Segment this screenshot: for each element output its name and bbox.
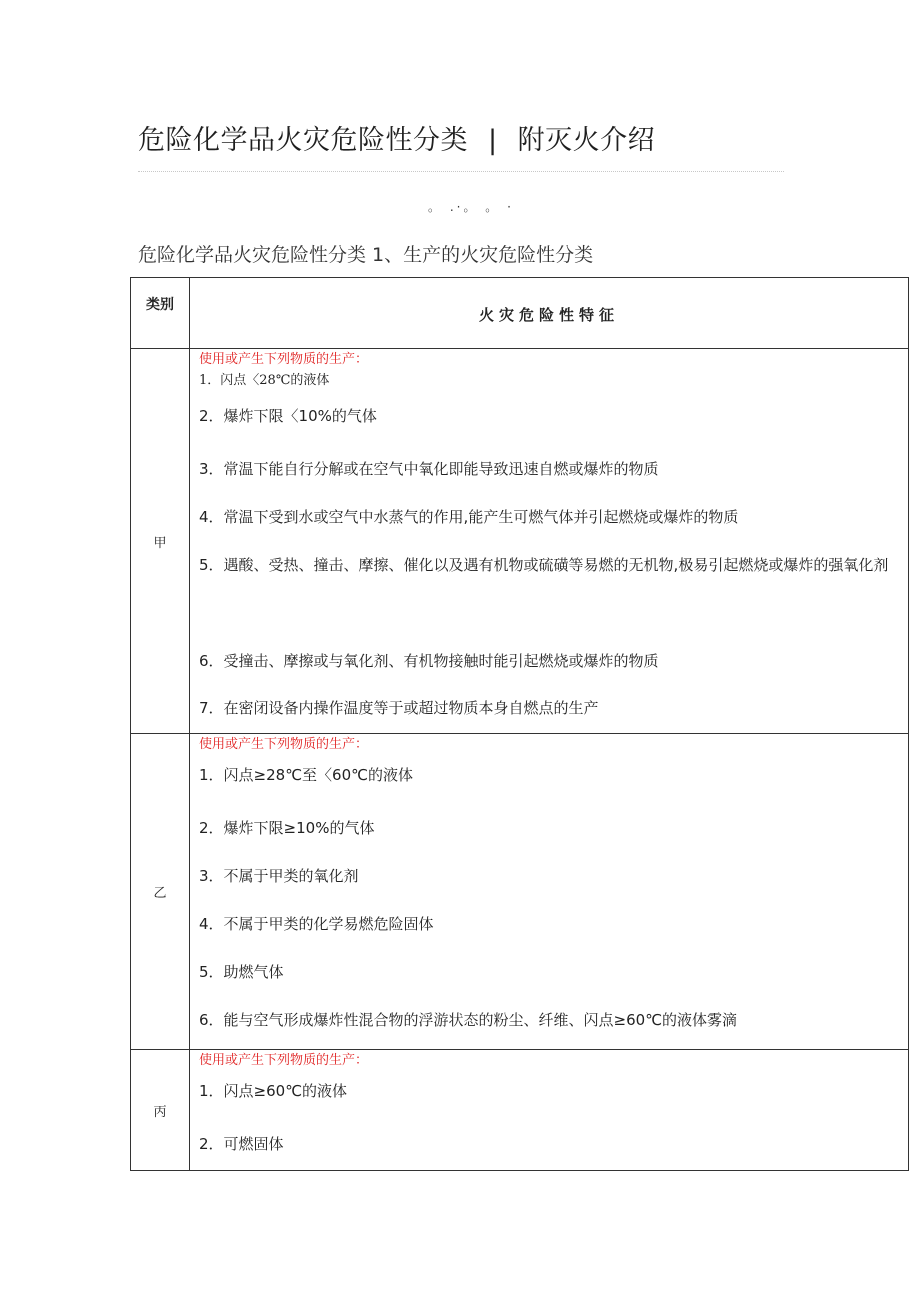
category-label: 丙: [153, 1104, 167, 1120]
table-row-yi: [131, 734, 909, 1050]
list-item: 7．在密闭设备内操作温度等于或超过物质本身自燃点的生产: [199, 699, 599, 717]
list-item: 4．常温下受到水或空气中水蒸气的作用,能产生可燃气体并引起燃烧或爆炸的物质: [199, 508, 739, 526]
list-item: 6．能与空气形成爆炸性混合物的浮游状态的粉尘、纤维、闪点≥60℃的液体雾滴: [199, 1011, 738, 1029]
title-main: 危险化学品火灾危险性分类: [138, 125, 468, 156]
category-cell: [131, 1050, 190, 1171]
list-item: 1．闪点〈28℃的液体: [199, 373, 330, 388]
list-item: 5．遇酸、受热、撞击、摩擦、催化以及遇有机物或硫磺等易燃的无机物,极易引起燃烧或爆炸的强氧化剂: [199, 556, 889, 574]
list-item: 1．闪点≥60℃的液体: [199, 1082, 348, 1100]
intro-text: 使用或产生下列物质的生产：: [199, 1053, 369, 1068]
feature-cell: [190, 349, 909, 734]
list-item: 4．不属于甲类的化学易燃危险固体: [199, 915, 434, 933]
header-feature: 火灾危险性特征: [478, 306, 619, 324]
list-item: 2．可燃固体: [199, 1135, 284, 1153]
list-item: 1．闪点≥28℃至〈60℃的液体: [199, 766, 413, 784]
intro-text: 使用或产生下列物质的生产：: [199, 352, 369, 367]
title-separator: |: [488, 125, 498, 156]
section-subtitle: 危险化学品火灾危险性分类 1、生产的火灾危险性分类: [138, 244, 594, 266]
list-item: 3．不属于甲类的氧化剂: [199, 867, 359, 885]
fire-hazard-table: [130, 277, 909, 1171]
intro-text: 使用或产生下列物质的生产：: [199, 737, 369, 752]
list-item: 5．助燃气体: [199, 963, 284, 981]
decorative-dots: 。 .·。 。 ·: [428, 200, 514, 214]
table-row-bing: [131, 1050, 909, 1171]
table-header-row: [131, 278, 909, 349]
list-item: 3．常温下能自行分解或在空气中氧化即能导致迅速自燃或爆炸的物质: [199, 460, 659, 478]
title-sub: 附灭火介绍: [517, 125, 656, 156]
header-category-cell: [131, 278, 190, 349]
table-row-jia: [131, 349, 909, 734]
feature-cell: [190, 734, 909, 1050]
category-label: 乙: [153, 886, 167, 901]
header-category: 类别: [146, 297, 174, 313]
category-cell: [131, 734, 190, 1050]
feature-cell: [190, 1050, 909, 1171]
list-item: 2．爆炸下限≥10%的气体: [199, 819, 375, 837]
title-divider: [138, 171, 784, 172]
category-cell: [131, 349, 190, 734]
page-title: [138, 118, 655, 157]
header-feature-cell: [190, 278, 909, 349]
category-label: 甲: [153, 535, 167, 551]
list-item: 2．爆炸下限〈10%的气体: [199, 407, 377, 425]
list-item: 6．受撞击、摩擦或与氧化剂、有机物接触时能引起燃烧或爆炸的物质: [199, 652, 659, 670]
